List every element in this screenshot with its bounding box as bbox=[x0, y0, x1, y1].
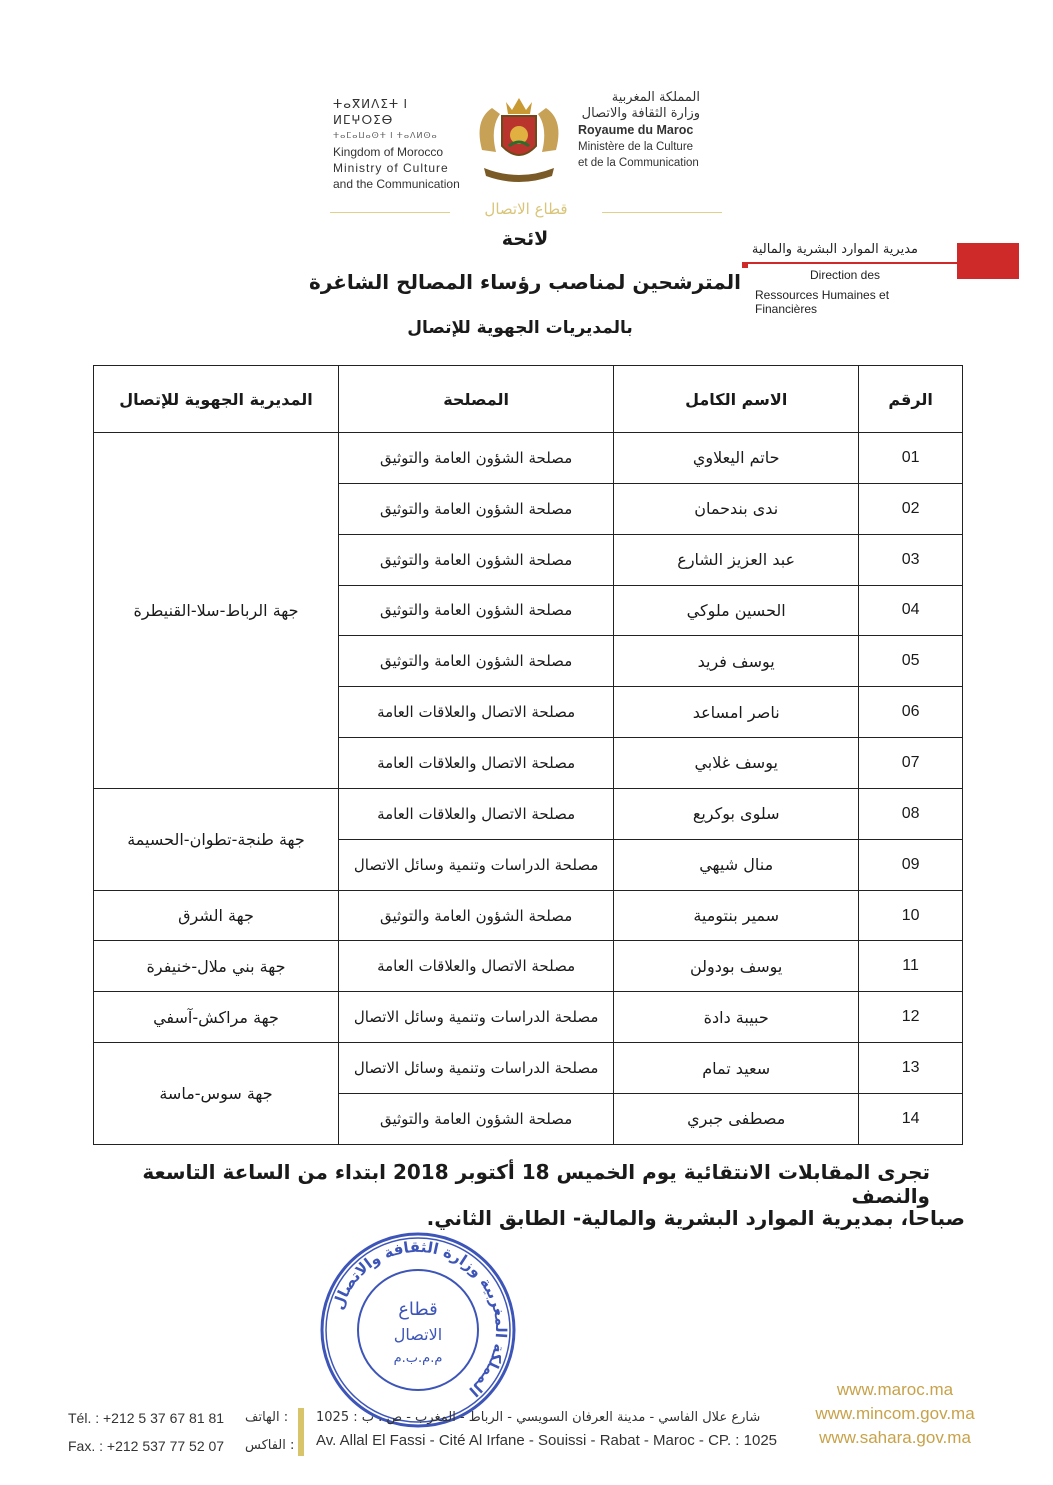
stamp-center-1: قطاع bbox=[398, 1299, 438, 1320]
ministry-en: Ministry of Culture bbox=[333, 161, 449, 175]
cell-name: ندى بندحمان bbox=[614, 483, 859, 534]
cell-region: جهة الرباط-سلا-القنيطرة bbox=[94, 433, 339, 789]
ministry-ar: وزارة الثقافة والاتصال bbox=[581, 106, 700, 121]
cell-num: 05 bbox=[859, 636, 963, 687]
stamp-ring-text: المملكة المغربية وزارة الثقافة والاتصال bbox=[328, 1237, 511, 1401]
directorate-ar: مديرية الموارد البشرية والمالية bbox=[751, 242, 918, 257]
header-directorate: المديرية الجهوية للإتصال bbox=[94, 366, 339, 433]
cell-service: مصلحة الشؤون العامة والتوثيق bbox=[339, 636, 614, 687]
cell-num: 12 bbox=[859, 992, 963, 1043]
table-header-row bbox=[94, 366, 963, 433]
candidates-table bbox=[93, 365, 963, 1145]
cell-service: مصلحة الشؤون العامة والتوثيق bbox=[339, 483, 614, 534]
sector-label bbox=[330, 200, 722, 224]
cell-name: حبيبة دادة bbox=[614, 992, 859, 1043]
tifinagh-line-2: ⵜⴰⵎⴰⵡⴰⵙⵜ ⵏ ⵜⴰⴷⵍⵙⴰ bbox=[333, 131, 438, 140]
cell-region: جهة بني ملال-خنيفرة bbox=[94, 941, 339, 992]
cell-num: 14 bbox=[859, 1093, 963, 1144]
cell-service: مصلحة الاتصال والعلاقات العامة bbox=[339, 788, 614, 839]
red-bar-decoration bbox=[957, 243, 1019, 279]
footer-phone-ar: : الهاتف bbox=[245, 1410, 289, 1425]
cell-region: جهة طنجة-تطوان-الحسيمة bbox=[94, 788, 339, 890]
cell-name: منال شيهي bbox=[614, 839, 859, 890]
table-row bbox=[94, 788, 963, 839]
ministry-fr: Ministère de la Culture bbox=[578, 141, 694, 153]
cell-service: مصلحة الشؤون العامة والتوثيق bbox=[339, 433, 614, 484]
kingdom-ar: المملكة المغربية bbox=[611, 90, 700, 105]
directorate-fr-1: Direction des bbox=[810, 268, 881, 282]
stamp-center-2: الاتصال bbox=[393, 1325, 443, 1344]
cell-name: يوسف غلابي bbox=[614, 738, 859, 789]
website-link-sahara[interactable]: www.sahara.gov.ma bbox=[819, 1428, 971, 1447]
cell-name: مصطفى جبري bbox=[614, 1093, 859, 1144]
cell-num: 10 bbox=[859, 890, 963, 941]
header-left-block bbox=[333, 96, 463, 192]
official-stamp bbox=[318, 1230, 518, 1430]
cell-service: مصلحة الشؤون العامة والتوثيق bbox=[339, 1093, 614, 1144]
footer-phone: Tél. : +212 5 37 67 81 81 bbox=[68, 1410, 225, 1426]
cell-name: ناصر امساعد bbox=[614, 687, 859, 738]
website-link-maroc[interactable]: www.maroc.ma bbox=[836, 1380, 954, 1399]
stamp-center-3: م.م.ب.م bbox=[393, 1351, 443, 1366]
footer-fax: Fax. : +212 537 77 52 07 bbox=[68, 1438, 225, 1454]
kingdom-fr: Royaume du Maroc bbox=[578, 123, 694, 137]
table-row bbox=[94, 1043, 963, 1094]
kingdom-en: Kingdom of Morocco bbox=[333, 145, 444, 159]
cell-region: جهة مراكش-آسفي bbox=[94, 992, 339, 1043]
cell-name: يوسف فريد bbox=[614, 636, 859, 687]
doc-title-main: المترشحين لمناصب رؤساء المصالح الشاغرة bbox=[309, 270, 741, 294]
doc-title-sub: بالمديريات الجهوية للإتصال bbox=[407, 318, 633, 338]
tifinagh-line-1: ⵜⴰⴳⵍⴷⵉⵜ ⵏ ⵍⵎⵖⵔⵉⴱ bbox=[333, 97, 409, 127]
cell-num: 11 bbox=[859, 941, 963, 992]
cell-region: جهة سوس-ماسة bbox=[94, 1043, 339, 1145]
cell-service: مصلحة الاتصال والعلاقات العامة bbox=[339, 941, 614, 992]
header-right-block bbox=[578, 90, 700, 171]
footer-address-fr: Av. Allal El Fassi - Cité Al Irfane - Souissi - Rabat - Maroc - CP. : 1025 bbox=[316, 1432, 778, 1449]
footer-fax-ar: : الفاكس bbox=[245, 1438, 295, 1453]
cell-service: مصلحة الشؤون العامة والتوثيق bbox=[339, 890, 614, 941]
header-service: المصلحة bbox=[339, 366, 614, 433]
cell-name: سعيد تمام bbox=[614, 1043, 859, 1094]
cell-service: مصلحة الدراسات وتنمية وسائل الاتصال bbox=[339, 1043, 614, 1094]
cell-name: عبد العزيز الشارع bbox=[614, 534, 859, 585]
table-row bbox=[94, 941, 963, 992]
directorate-block bbox=[740, 238, 950, 316]
header-name: الاسم الكامل bbox=[614, 366, 859, 433]
interview-note-line-1: تجرى المقابلات الانتقائية يوم الخميس 18 أكتوبر 2018 ابتداء من الساعة التاسعة والنصف bbox=[142, 1160, 930, 1208]
cell-name: يوسف بودولن bbox=[614, 941, 859, 992]
cell-name: سمير بنتومية bbox=[614, 890, 859, 941]
ministry-fr-2: et de la Communication bbox=[578, 157, 699, 169]
directorate-fr-2: Ressources Humaines et Financières bbox=[755, 288, 890, 316]
cell-num: 02 bbox=[859, 483, 963, 534]
footer-separator bbox=[298, 1408, 304, 1456]
sector-text: قطاع الاتصال bbox=[484, 200, 568, 218]
cell-num: 13 bbox=[859, 1043, 963, 1094]
cell-num: 04 bbox=[859, 585, 963, 636]
table-row bbox=[94, 433, 963, 484]
footer-address-ar: شارع علال الفاسي - مدينة العرفان السويسي - الرباط - المغرب - ص . ب : 1025 bbox=[316, 1410, 761, 1425]
cell-num: 01 bbox=[859, 433, 963, 484]
cell-num: 03 bbox=[859, 534, 963, 585]
coat-of-arms-icon bbox=[464, 80, 574, 190]
cell-name: حاتم اليعلاوي bbox=[614, 433, 859, 484]
cell-service: مصلحة الشؤون العامة والتوثيق bbox=[339, 534, 614, 585]
cell-region: جهة الشرق bbox=[94, 890, 339, 941]
doc-title-list: لائحة bbox=[501, 228, 549, 250]
interview-note-line-2: صباحا، بمديرية الموارد البشرية والمالية- الطابق الثاني. bbox=[426, 1206, 965, 1230]
table-row bbox=[94, 890, 963, 941]
cell-num: 07 bbox=[859, 738, 963, 789]
cell-num: 06 bbox=[859, 687, 963, 738]
website-link-mincom[interactable]: www.mincom.gov.ma bbox=[815, 1404, 975, 1423]
cell-name: الحسين ملوكي bbox=[614, 585, 859, 636]
table-row bbox=[94, 992, 963, 1043]
cell-service: مصلحة الاتصال والعلاقات العامة bbox=[339, 687, 614, 738]
cell-num: 09 bbox=[859, 839, 963, 890]
cell-service: مصلحة الاتصال والعلاقات العامة bbox=[339, 738, 614, 789]
cell-name: سلوى بوكريع bbox=[614, 788, 859, 839]
cell-service: مصلحة الدراسات وتنمية وسائل الاتصال bbox=[339, 992, 614, 1043]
ministry-en-2: and the Communication bbox=[333, 177, 460, 191]
cell-service: مصلحة الشؤون العامة والتوثيق bbox=[339, 585, 614, 636]
cell-service: مصلحة الدراسات وتنمية وسائل الاتصال bbox=[339, 839, 614, 890]
cell-num: 08 bbox=[859, 788, 963, 839]
header-num: الرقم bbox=[859, 366, 963, 433]
